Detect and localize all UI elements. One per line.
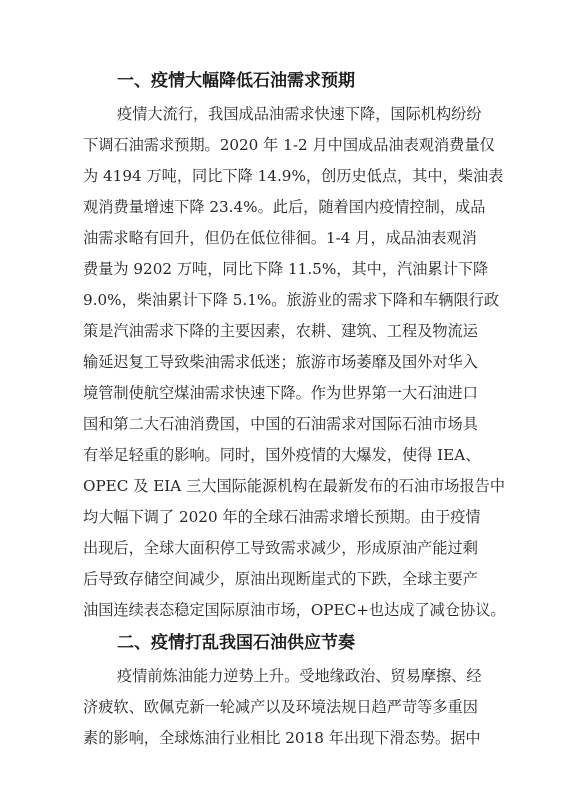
paragraph-line: 有举足轻重的影响。同时，国外疫情的大爆发，使得 IEA、 [83, 446, 481, 464]
paragraph-line: 策是汽油需求下降的主要因素，农耕、建筑、工程及物流运 [83, 322, 478, 340]
section-2-heading: 二、疫情打乱我国石油供应节奏 [117, 633, 355, 653]
paragraph-line: 济疲软、欧佩克新一轮减产以及环境法规日趋严苛等多重因 [83, 698, 478, 716]
section-1-heading: 一、疫情大幅降低石油需求预期 [117, 71, 355, 91]
paragraph-line: 疫情前炼油能力逆势上升。受地缘政治、贸易摩擦、经 [117, 667, 482, 685]
paragraph-line: 油国连续表态稳定国际原油市场，OPEC+也达成了减仓协议。 [83, 601, 506, 619]
paragraph-line: 观消费量增速下降 23.4%。此后，随着国内疫情控制，成品 [83, 198, 486, 216]
paragraph-line: 费量为 9202 万吨，同比下降 11.5%，其中，汽油累计下降 [83, 260, 489, 278]
paragraph-line: 后导致存储空间减少，原油出现断崖式的下跌，全球主要产 [83, 570, 478, 588]
paragraph-line: 境管制使航空煤油需求快速下降。作为世界第一大石油进口 [83, 384, 478, 402]
paragraph-line: 油需求略有回升，但仍在低位徘徊。1-4 月，成品油表观消 [83, 229, 477, 247]
paragraph-line: 为 4194 万吨，同比下降 14.9%，创历史低点，其中，柴油表 [83, 167, 504, 185]
paragraph-line: OPEC 及 EIA 三大国际能源机构在最新发布的石油市场报告中 [83, 477, 506, 495]
paragraph-line: 出现后，全球大面积停工导致需求减少，形成原油产能过剩 [83, 539, 478, 557]
paragraph-line: 9.0%，柴油累计下降 5.1%。旅游业的需求下降和车辆限行政 [83, 291, 500, 309]
paragraph-line: 下调石油需求预期。2020 年 1-2 月中国成品油表观消费量仅 [83, 136, 495, 154]
paragraph-line: 国和第二大石油消费国，中国的石油需求对国际石油市场具 [83, 415, 478, 433]
paragraph-line: 均大幅下调了 2020 年的全球石油需求增长预期。由于疫情 [83, 508, 481, 526]
paragraph-line: 素的影响，全球炼油行业相比 2018 年出现下滑态势。据中 [83, 729, 481, 747]
paragraph-line: 输延迟复工导致柴油需求低迷；旅游市场萎靡及国外对华入 [83, 353, 478, 371]
paragraph-line: 疫情大流行，我国成品油需求快速下降，国际机构纷纷 [117, 105, 482, 123]
